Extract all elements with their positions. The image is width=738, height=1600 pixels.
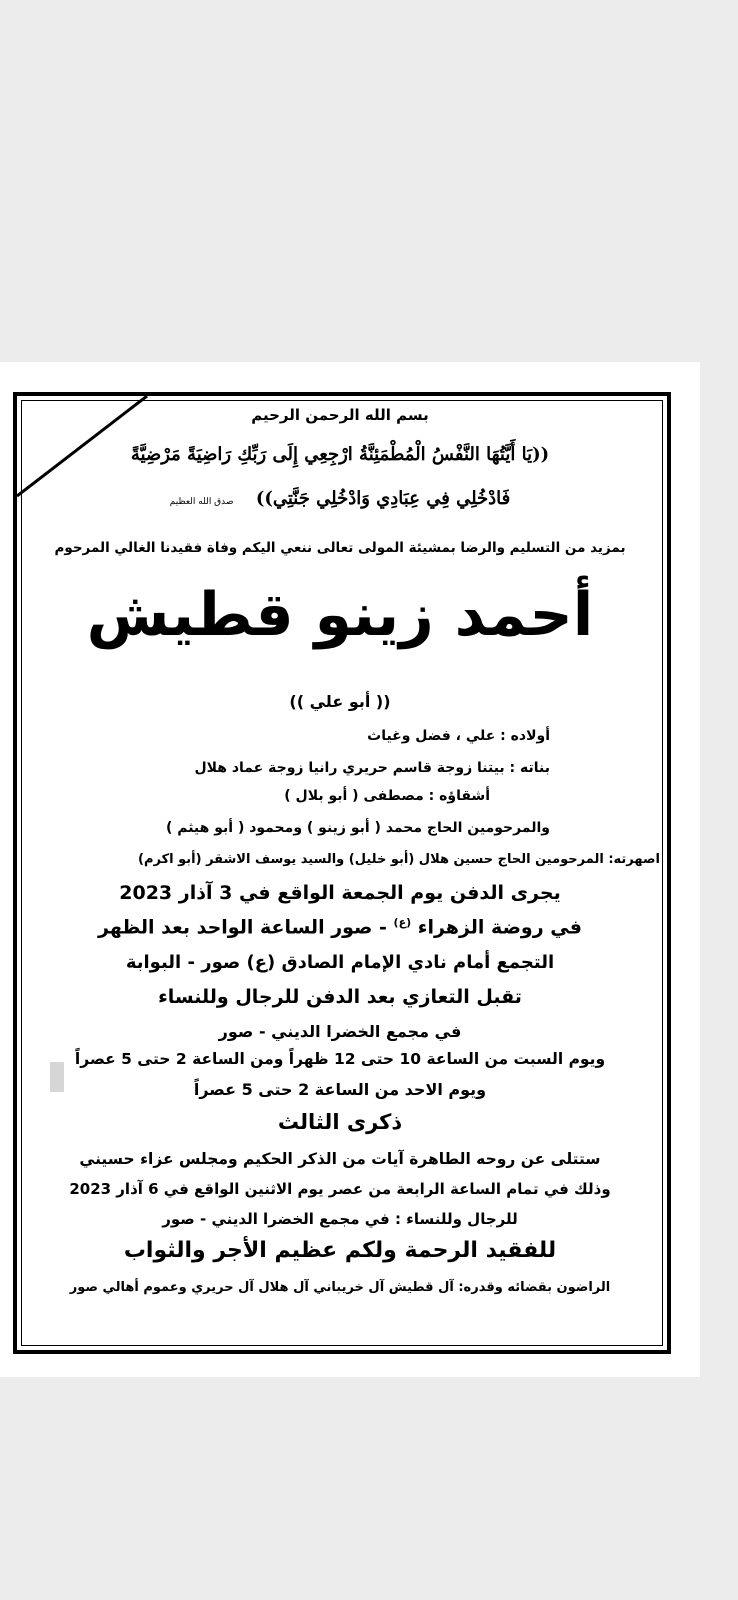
gathering-line: التجمع أمام نادي الإمام الصادق (ع) صور - البوابة: [125, 952, 555, 973]
verse-line-2-text: فَادْخُلِي فِي عِبَادِي وَادْخُلِي جَنَّتِي)): [255, 488, 511, 509]
sunday-hours: ويوم الاحد من الساعة 2 حتى 5 عصراً: [193, 1080, 487, 1099]
daughters-line: بناته : بيتنا زوجة قاسم حريري رانيا زوجة عماد هلال: [194, 760, 550, 776]
third-day-title: ذكرى الثالث: [277, 1110, 403, 1134]
third-day-line-3: للرجال وللنساء : في مجمع الخضرا الديني - صور: [162, 1210, 518, 1228]
burial-place-pre: في روضة الزهراء: [417, 916, 582, 939]
kunya: (( أبو علي )): [289, 692, 391, 711]
closing-line: للفقيد الرحمة ولكم عظيم الأجر والثواب: [123, 1238, 557, 1263]
burial-place: [24, 916, 656, 938]
third-day-line-2: وذلك في تمام الساعة الرابعة من عصر يوم الاثنين الواقع في 6 آذار 2023: [69, 1180, 611, 1198]
verse-attribution: صدق الله العظيم: [169, 497, 234, 507]
third-day-line-1: ستتلى عن روحه الطاهرة آيات من الذكر الحكيم ومجلس عزاء حسيني: [79, 1150, 601, 1168]
burial-date: يجرى الدفن يوم الجمعة الواقع في 3 آذار 2023: [119, 882, 561, 904]
verse-line-1: ((يَا أَيَّتُهَا النَّفْسُ الْمُطْمَئِنَّةُ ارْجِعِي إِلَى رَبِّكِ رَاضِيَةً مَرْضِيَّةً: [130, 444, 550, 465]
brothers-line: أشقاؤه : مصطفى ( أبو بلال ): [284, 788, 490, 804]
condolences-place: في مجمع الخضرا الديني - صور: [218, 1022, 462, 1041]
in-laws-line: اصهرته: المرحومين الحاج حسين هلال (أبو خليل) والسيد يوسف الاشقر (أبو اكرم): [138, 852, 660, 867]
burial-place-post: - صور الساعة الواحد بعد الظهر: [98, 916, 387, 939]
intro-line: بمزيد من التسليم والرضا بمشيئة المولى تعالى ننعي اليكم وفاة فقيدنا الغالي المرحوم: [54, 540, 626, 556]
late-brothers-line: والمرحومين الحاج محمد ( أبو زينو ) ومحمود ( أبو هيثم ): [165, 820, 550, 836]
deceased-name: أحمد زينو قطيش: [86, 580, 594, 650]
saturday-hours: ويوم السبت من الساعة 10 حتى 12 ظهراً ومن الساعة 2 حتى 5 عصراً: [74, 1050, 606, 1068]
notice-sheet: [0, 362, 700, 1377]
burial-place-honorific: (ع): [393, 916, 412, 929]
mourners-line: الراضون بقضائه وقدره: آل قطيش آل خريباني آل هلال آل حريري وعموم أهالي صور: [69, 1280, 611, 1295]
condolences-line: تقبل التعازي بعد الدفن للرجال وللنساء: [158, 986, 522, 1008]
verse-line-2: [24, 488, 656, 509]
basmala: بسم الله الرحمن الرحيم: [251, 406, 429, 424]
sons-line: أولاده : علي ، فضل وغياث: [367, 728, 550, 744]
